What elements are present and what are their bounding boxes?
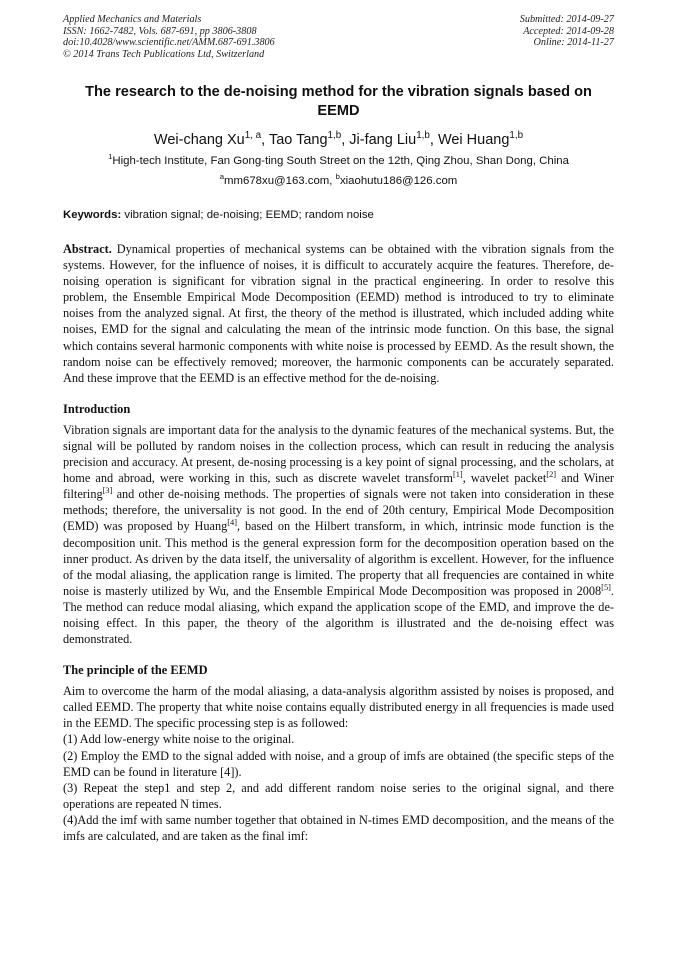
publication-info	[63, 14, 275, 60]
keywords-text: vibration signal; de-noising; EEMD; random noise	[121, 209, 374, 221]
processing-step: (1) Add low-energy white noise to the original.	[63, 732, 295, 747]
introduction-paragraph: Vibration signals are important data for the analysis to the dynamic features of the mechanical systems. But, the signal will be polluted by random noises in the collection process, which can result in reducing the analysis precision and accuracy. At present, de-nosing processing is a key point of signal processing, and the scholars, at home and abroad, were working in this, such as discrete wavelet transform[1], wavelet packet[2] and Winer filtering[3] and other de-noising methods. The properties of signals were not taken into consideration in these methods; therefore, the universality is not good. In the end of 20th century, Empirical Mode Decomposition (EMD) was proposed by Huang[4], based on the Hilbert transform, in which, intrinsic mode function is the decomposition unit. This method is the general expression form for the decomposition operation based on the inner product. As driven by the data itself, the universality of algorithm is excellent. However, for the influence of the modal aliasing, the application range is limited. The property that all frequencies are contained in white noise is masterly utilized by Wu, and the Ensemble Empirical Mode Decomposition was proposed in 2008[5]. The method can reduce modal aliasing, which expand the application scope of the EMD, and improve the de-noising effect. In this paper, the theory of the algorithm is illustrated and the de-noising effect was demonstrated.	[63, 422, 614, 647]
processing-step: (2) Employ the EMD to the signal added with noise, and a group of imfs are obtained (the specific steps of the EMD can be found in literature [4]).	[63, 748, 614, 779]
journal-name: Applied Mechanics and Materials	[63, 14, 202, 25]
abstract	[63, 241, 614, 386]
citation[interactable]: [3]	[102, 486, 113, 496]
processing-step: (4)Add the imf with same number together that obtained in N-times EMD decomposition, and the means of the imfs are calculated, and are taken as the final imf:	[63, 812, 614, 843]
section-heading-introduction: Introduction	[63, 401, 131, 416]
paper-page	[63, 14, 614, 844]
citation[interactable]: [1]	[452, 470, 463, 480]
journal-header	[63, 14, 614, 66]
issn-line: ISSN: 1662-7482, Vols. 687-691, pp 3806-3808	[63, 25, 257, 37]
paper-title: The research to the de-noising method for the vibration signals based on EEMD	[85, 84, 592, 119]
keywords	[63, 207, 614, 223]
author-emails: $^a$mm678xu@163.com, $^b$xiaohutu186@126.com	[219, 172, 458, 187]
citation[interactable]: [5]	[601, 582, 611, 592]
principle-paragraph: Aim to overcome the harm of the modal aliasing, a data-analysis algorithm assisted by noises is proposed, and called EEMD. The property that white noise contains equally distributed energy in all frequencies is made used in the EEMD. The specific processing step is as followed:	[63, 684, 614, 731]
submitted-date: Submitted: 2014-09-27	[519, 14, 614, 25]
author: Tao Tang$^{1,b}$,	[268, 130, 350, 148]
accepted-date: Accepted: 2014-09-28	[523, 25, 614, 37]
section-heading-principle: The principle of the EEMD	[63, 663, 208, 678]
copyright-line: © 2014 Trans Tech Publications Ltd, Switzerland	[63, 48, 265, 60]
email-link[interactable]: mm678xu@163.com	[224, 175, 330, 187]
doi-link[interactable]: doi:10.4028/www.scientific.net/AMM.687-691.3806	[63, 37, 275, 49]
author: Ji-fang Liu$^{1,b}$,	[349, 130, 438, 148]
citation[interactable]: [2]	[546, 470, 557, 480]
author: Wei-chang Xu$^{1, a}$,	[153, 130, 269, 148]
online-date: Online: 2014-11-27	[533, 37, 614, 49]
abstract-text: Dynamical properties of mechanical systems can be obtained with the vibration signals from the systems. However, for the influence of noises, it is difficult to accurately acquire the features. Therefore, de-noising operation is significant for vibration signal in the practical engineering. In order to resolve this problem, the Ensemble Empirical Mode Decomposition (EEMD) method is introduced to try to eliminate noises from the analyzed signal. At first, the theory of the method is illustrated, which included adding white noises, EMD for the signal and calculating the mean of the intrinsic mode function. On this base, the signal which contains several harmonic components with white noise is processed by EEMD. As the result shown, the random noise can be effectively removed; moreover, the harmonic components can be accurately separated. And these improve that the EEMD is an effective method for the de-noising.	[63, 242, 614, 385]
processing-step: (3) Repeat the step1 and step 2, and add different random noise series to the original signal, and there operations are repeated N times.	[63, 780, 614, 811]
abstract-label: Abstract.	[63, 242, 112, 256]
affiliation: $^1$High-tech Institute, Fan Gong-ting South Street on the 12th, Qing Zhou, Shan Dong, China	[108, 152, 569, 167]
author-list	[63, 131, 614, 149]
email-link[interactable]: xiaohutu186@126.com	[339, 175, 458, 187]
author: Wei Huang$^{1,b}$	[437, 130, 524, 148]
citation[interactable]: [4]	[227, 518, 238, 528]
publication-dates	[520, 14, 614, 49]
keywords-label: Keywords:	[63, 209, 122, 221]
